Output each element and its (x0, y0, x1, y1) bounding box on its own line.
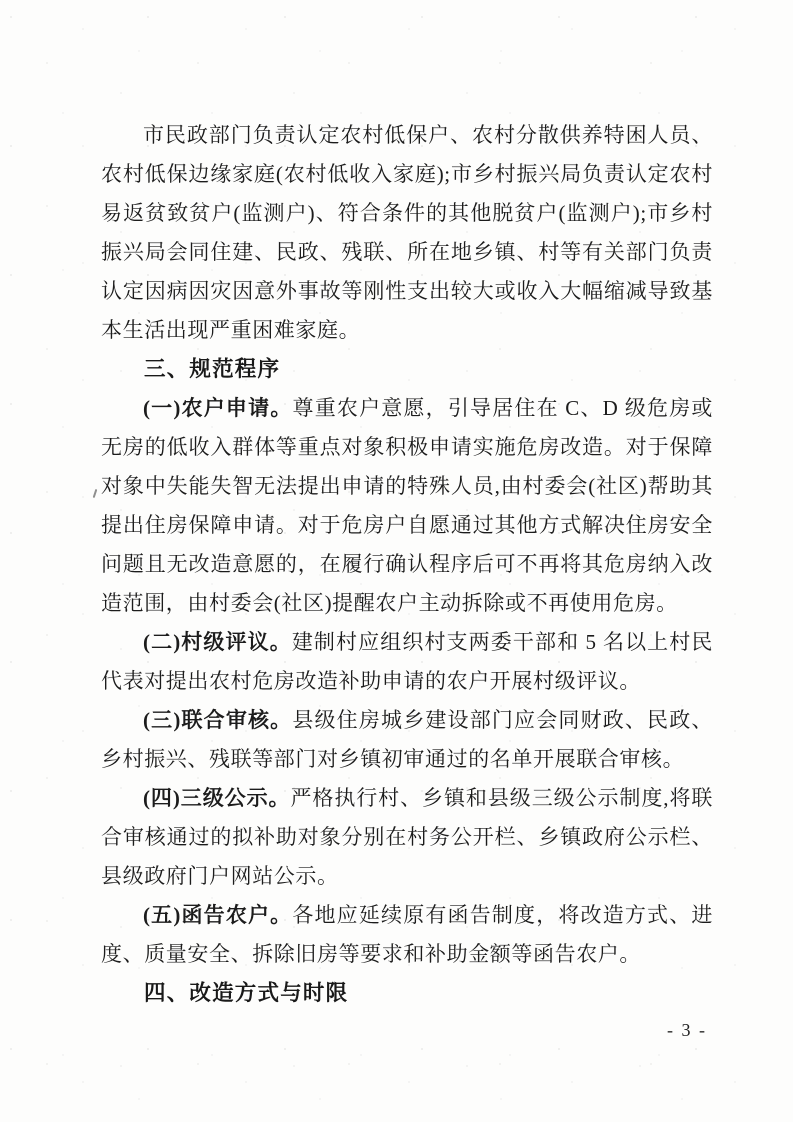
item-2-body: 建制村应组织村支两委干部和 5 名以上村民代表对提出农村危房改造补助申请的农户开展村级评议。 (101, 630, 713, 693)
item-paragraph-3 (101, 701, 713, 779)
item-3-lead: (三)联合审核。 (143, 708, 293, 732)
item-2-lead: (二)村级评议。 (143, 630, 292, 654)
item-4-lead: (四)三级公示。 (143, 786, 291, 810)
section-heading-3: 三、规范程序 (144, 357, 281, 381)
item-4-body: 严格执行村、乡镇和县级三级公示制度,将联合审核通过的拟补助对象分别在村务公开栏、乡镇政府公示栏、县级政府门户网站公示。 (101, 786, 714, 888)
item-5-lead: (五)函告农户。 (143, 903, 293, 927)
page-number: - 3 - (667, 1020, 707, 1040)
intro-paragraph: 市民政部门负责认定农村低保户、农村分散供养特困人员、农村低保边缘家庭(农村低收入家庭);市乡村振兴局负责认定农村易返贫致贫户(监测户)、符合条件的其他脱贫户(监测户);市乡村振兴局会同住建、民政、残联、所在地乡镇、村等有关部门负责认定因病因灾因意外事故等刚性支出较大或收入大幅缩减导致基本生活出现严重困难家庭。 (101, 123, 713, 342)
document-body (101, 116, 713, 1013)
item-paragraph-4 (101, 779, 713, 896)
item-paragraph-2 (101, 623, 713, 701)
section-heading-4: 四、改造方式与时限 (144, 981, 349, 1005)
item-paragraph-1 (101, 389, 713, 623)
item-5-body: 各地应延续原有函告制度，将改造方式、进度、质量安全、拆除旧房等要求和补助金额等函告农户。 (101, 903, 713, 966)
scan-artifact-mark (93, 489, 98, 498)
item-1-body: 尊重农户意愿，引导居住在 C、D 级危房或无房的低收入群体等重点对象积极申请实施危房改造。对于保障对象中失能失智无法提出申请的特殊人员,由村委会(社区)帮助其提出住房保障申请。对于危房户自愿通过其他方式解决住房安全问题且无改造意愿的，在履行确认程序后可不再将其危房纳入改造范围，由村委会(社区)提醒农户主动拆除或不再使用危房。 (101, 396, 713, 615)
item-paragraph-5 (101, 896, 713, 974)
item-3-body: 县级住房城乡建设部门应会同财政、民政、乡村振兴、残联等部门对乡镇初审通过的名单开展联合审核。 (101, 708, 713, 771)
item-1-lead: (一)农户申请。 (143, 396, 293, 420)
